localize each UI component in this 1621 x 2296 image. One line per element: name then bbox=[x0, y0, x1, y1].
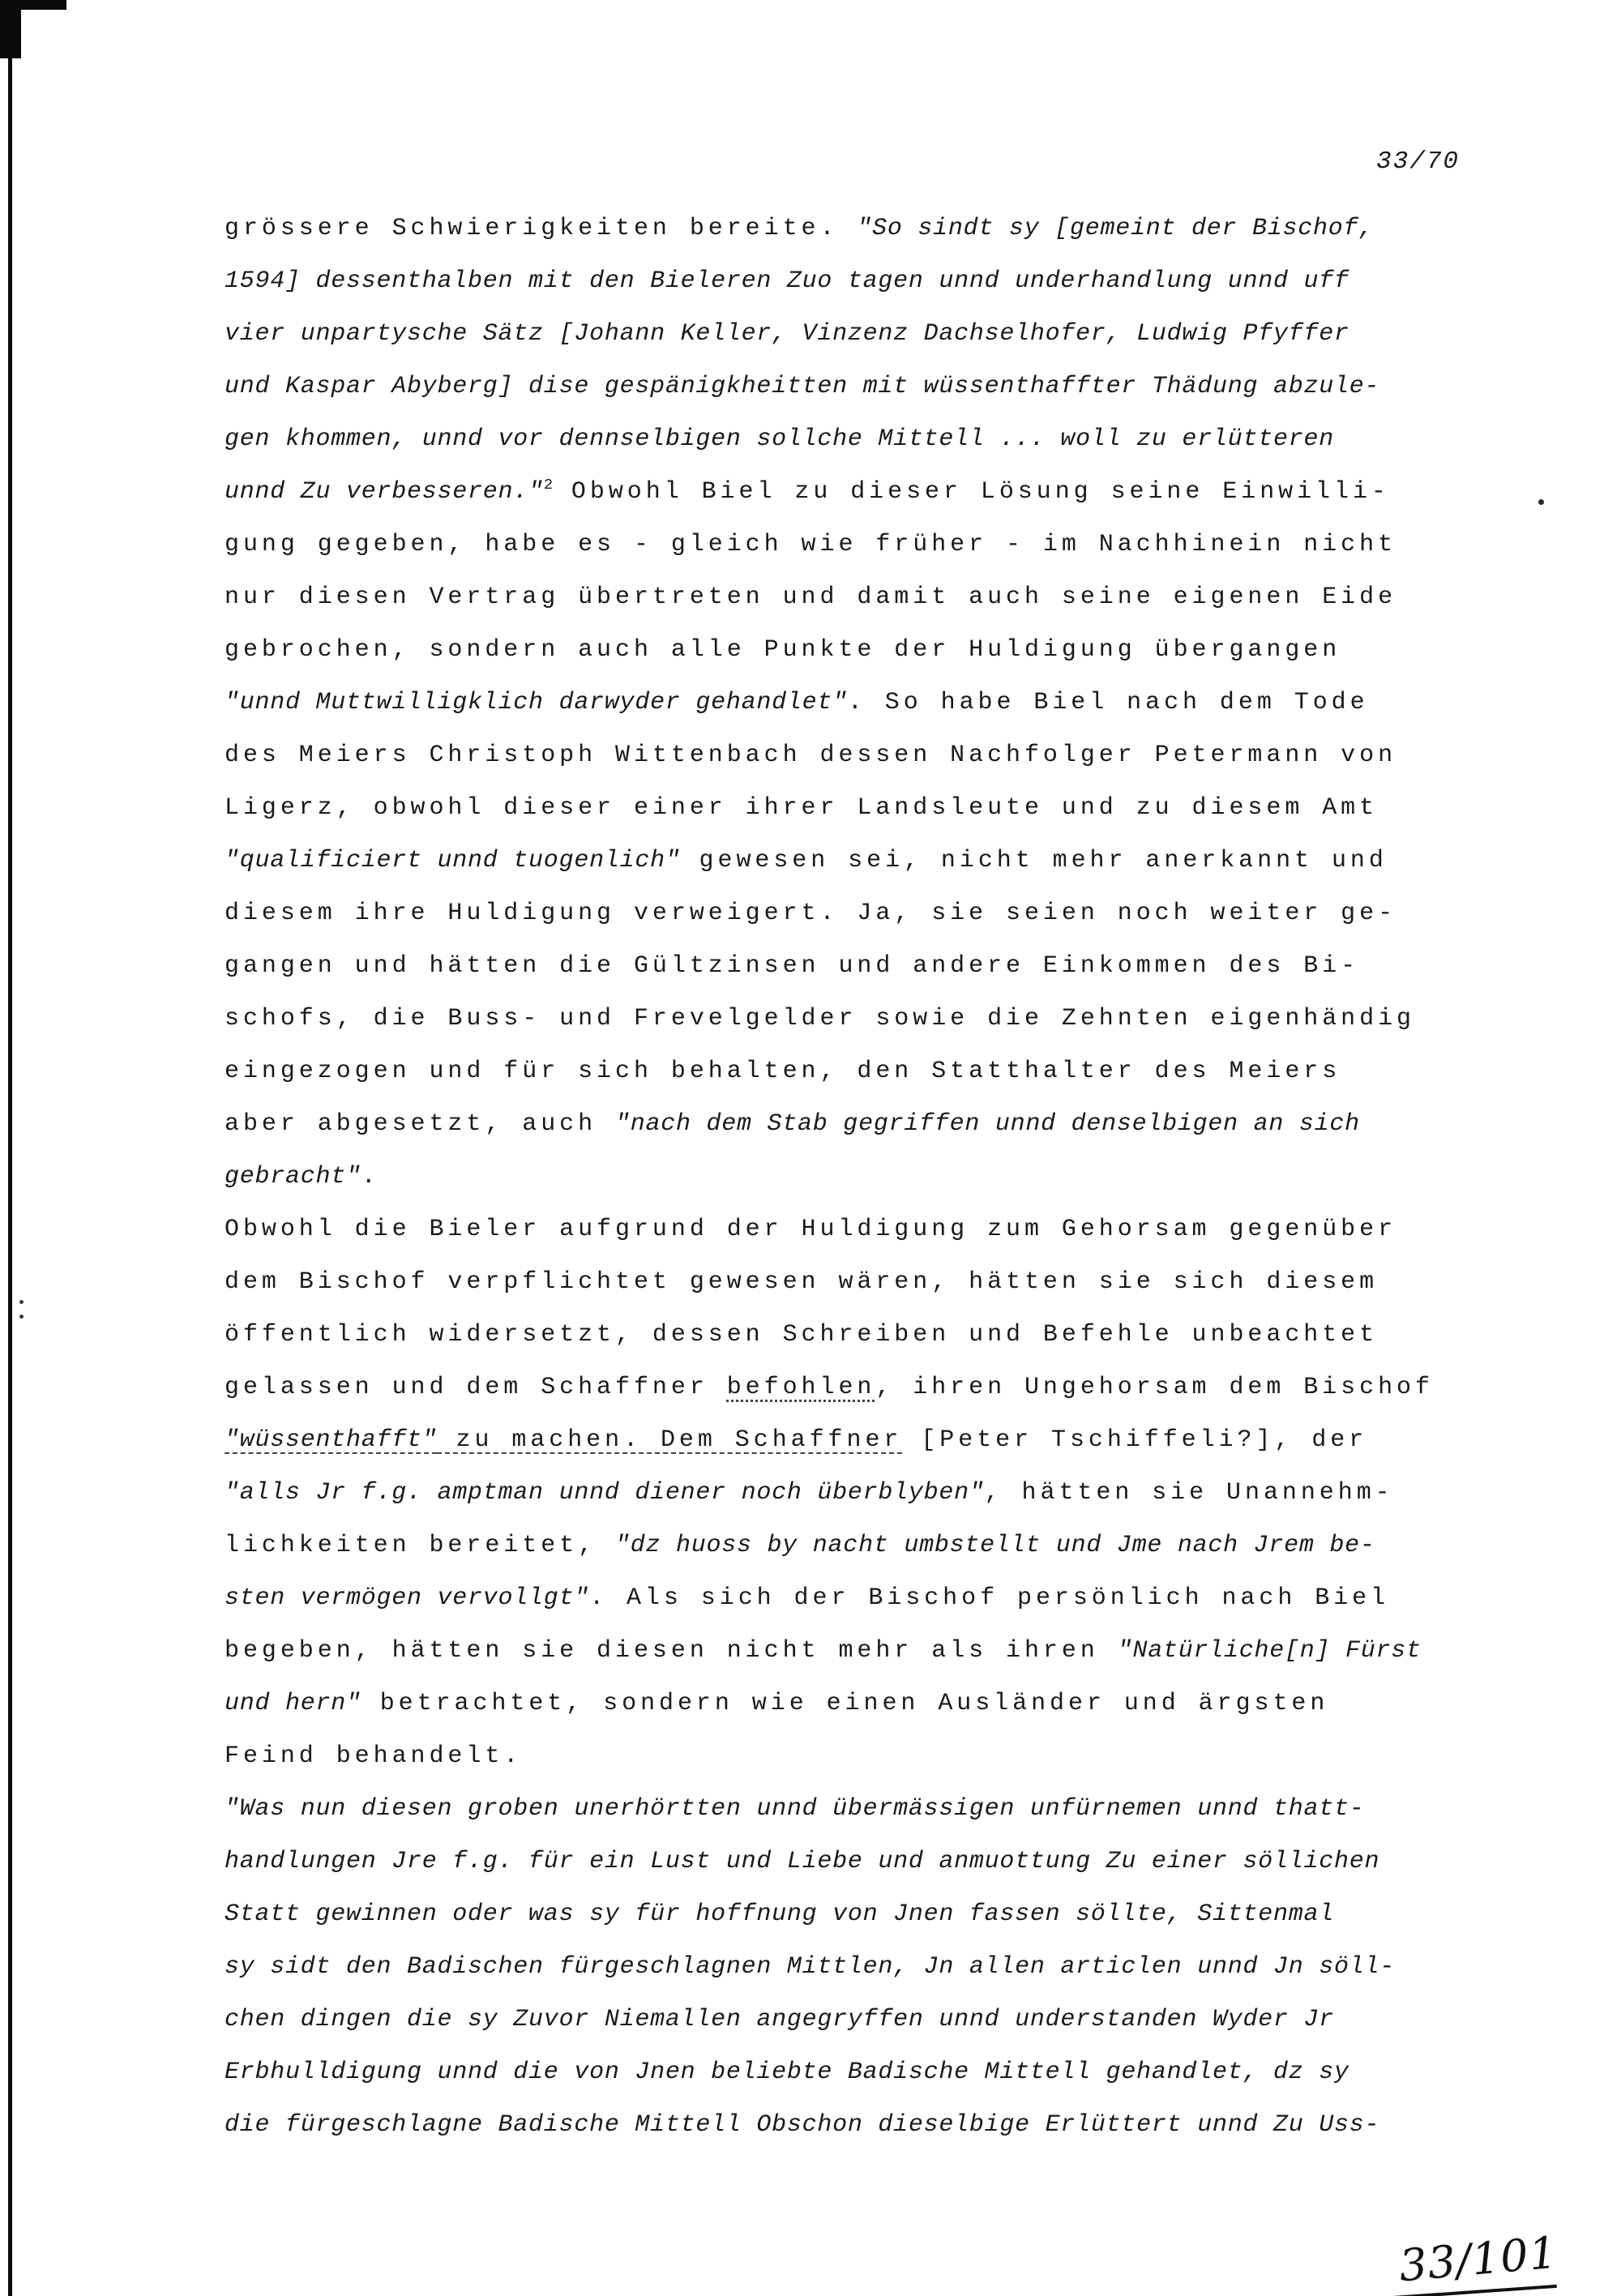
text-segment: , ihren Ungehorsam dem Bischof bbox=[875, 1374, 1434, 1401]
document-line bbox=[225, 993, 1456, 1045]
text-segment: sy sidt den Badischen fürgeschlagnen Mittlen, Jn allen articlen unnd Jn söll- bbox=[225, 1953, 1395, 1981]
text-segment: nur diesen Vertrag übertreten und damit auch seine eigenen Eide bbox=[225, 584, 1397, 611]
document-line bbox=[225, 782, 1456, 835]
text-segment: . Als sich der Bischof persönlich nach Biel bbox=[589, 1584, 1390, 1612]
document-line bbox=[225, 1204, 1456, 1256]
text-segment: dem Bischof verpflichtet gewesen wären, hätten sie sich diesem bbox=[225, 1268, 1379, 1296]
text-segment: öffentlich widersetzt, dessen Schreiben und Befehle unbeachtet bbox=[225, 1321, 1379, 1349]
document-line bbox=[225, 1941, 1456, 1994]
document-line bbox=[225, 519, 1456, 571]
text-segment: gung gegeben, habe es - gleich wie früher - im Nachhinein nicht bbox=[225, 531, 1397, 558]
text-segment: gelassen und dem Schaffner bbox=[225, 1374, 727, 1401]
text-segment: Statt gewinnen oder was sy für hoffnung von Jnen fassen söllte, Sittenmal bbox=[225, 1901, 1334, 1928]
text-segment: "alls Jr f.g. amptman unnd diener noch überblyben" bbox=[225, 1479, 985, 1507]
document-line bbox=[225, 1836, 1456, 1888]
document-line bbox=[225, 1678, 1456, 1730]
document-line bbox=[225, 413, 1456, 466]
text-segment: Feind behandelt. bbox=[225, 1742, 523, 1770]
document-line bbox=[225, 308, 1456, 361]
document-line bbox=[225, 1888, 1456, 1941]
text-segment: befohlen bbox=[726, 1374, 876, 1401]
handwritten-page-number: 33/101 bbox=[1396, 2226, 1560, 2292]
document-line bbox=[225, 1414, 1456, 1467]
text-segment: "Was nun diesen groben unerhörtten unnd übermässigen unfürnemen unnd thatt- bbox=[225, 1795, 1365, 1823]
document-line bbox=[225, 1151, 1456, 1204]
text-segment: gebracht" bbox=[225, 1163, 361, 1191]
text-segment: handlungen Jre f.g. für ein Lust und Liebe und anmuottung Zu einer söllichen bbox=[225, 1848, 1380, 1875]
document-line bbox=[225, 835, 1456, 887]
document-line bbox=[225, 887, 1456, 940]
document-line bbox=[225, 2046, 1456, 2099]
document-line bbox=[225, 203, 1456, 255]
footnote-marker: 2 bbox=[543, 477, 553, 494]
document-line bbox=[225, 1783, 1456, 1836]
text-segment: Erbhulldigung unnd die von Jnen beliebte Badische Mittell gehandlet, dz sy bbox=[225, 2059, 1349, 2086]
text-segment: "So sindt sy [gemeint der Bischof, bbox=[857, 215, 1375, 242]
scan-speck bbox=[19, 1300, 24, 1304]
document-line bbox=[225, 1309, 1456, 1362]
text-segment: grössere Schwierigkeiten bereite. bbox=[225, 215, 858, 242]
document-body bbox=[225, 203, 1456, 2152]
text-segment: gangen und hätten die Gültzinsen und andere Einkommen des Bi- bbox=[225, 952, 1360, 980]
document-line bbox=[225, 677, 1456, 729]
text-segment: Obwohl Biel zu dieser Lösung seine Einwilli- bbox=[552, 478, 1390, 506]
text-segment: . bbox=[361, 1163, 380, 1191]
text-segment: und hern" bbox=[225, 1690, 361, 1717]
text-segment: Obwohl die Bieler aufgrund der Huldigung zum Gehorsam gegenüber bbox=[225, 1216, 1397, 1243]
document-line bbox=[225, 1045, 1456, 1098]
document-line bbox=[225, 624, 1456, 677]
text-segment: vier unpartysche Sätz [Johann Keller, Vinzenz Dachselhofer, Ludwig Pfyffer bbox=[225, 320, 1349, 348]
text-segment: gen khommen, unnd vor dennselbigen sollche Mittell ... woll zu erlütteren bbox=[225, 425, 1334, 453]
document-line bbox=[225, 729, 1456, 782]
text-segment: , hätten sie Unannehm- bbox=[984, 1479, 1394, 1507]
text-segment: [Peter Tschiffeli?], der bbox=[902, 1426, 1368, 1454]
text-segment: . So habe Biel nach dem Tode bbox=[847, 689, 1369, 716]
document-line bbox=[225, 2099, 1456, 2152]
document-line bbox=[225, 1520, 1456, 1572]
text-segment: gewesen sei, nicht mehr anerkannt und bbox=[680, 847, 1388, 874]
text-segment: begeben, hätten sie diesen nicht mehr als ihren bbox=[225, 1637, 1118, 1665]
text-segment: des Meiers Christoph Wittenbach dessen Nachfolger Petermann von bbox=[225, 742, 1397, 769]
text-segment: eingezogen und für sich behalten, den Statthalter des Meiers bbox=[225, 1058, 1341, 1085]
document-line bbox=[225, 571, 1456, 624]
text-segment: schofs, die Buss- und Frevelgelder sowie die Zehnten eigenhändig bbox=[225, 1005, 1415, 1033]
document-line bbox=[225, 361, 1456, 413]
text-segment: und Kaspar Abyberg] dise gespänigkheitten mit wüssenthaffter Thädung abzule- bbox=[225, 373, 1380, 400]
scan-corner-dash bbox=[13, 0, 66, 10]
text-segment: aber abgesetzt, auch bbox=[225, 1110, 616, 1138]
document-line bbox=[225, 1098, 1456, 1151]
document-line bbox=[225, 1730, 1456, 1783]
text-segment: lichkeiten bereitet, bbox=[225, 1532, 616, 1559]
text-segment: Ligerz, obwohl dieser einer ihrer Landsleute und zu diesem Amt bbox=[225, 794, 1379, 822]
text-segment: "qualificiert unnd tuogenlich" bbox=[225, 847, 681, 874]
text-segment: diesem ihre Huldigung verweigert. Ja, sie seien noch weiter ge- bbox=[225, 900, 1397, 927]
document-line bbox=[225, 466, 1456, 519]
text-segment: 1594] dessenthalben mit den Bieleren Zuo tagen unnd underhandlung unnd uff bbox=[225, 267, 1349, 295]
text-segment: unnd Zu verbesseren." bbox=[225, 478, 544, 506]
text-segment: "unnd Muttwilligklich darwyder gehandlet" bbox=[225, 689, 848, 716]
document-line bbox=[225, 1256, 1456, 1309]
document-line bbox=[225, 255, 1456, 308]
text-segment: "wüssenthafft" bbox=[225, 1426, 438, 1454]
text-segment: die fürgeschlagne Badische Mittell Obschon dieselbige Erlüttert unnd Zu Uss- bbox=[225, 2111, 1380, 2139]
document-line bbox=[225, 1994, 1456, 2046]
scan-speck bbox=[1538, 499, 1544, 505]
text-segment: chen dingen die sy Zuvor Niemallen angegryffen unnd understanden Wyder Jr bbox=[225, 2006, 1334, 2033]
document-line bbox=[225, 1362, 1456, 1414]
scan-speck bbox=[19, 1315, 24, 1319]
scan-edge-line bbox=[8, 0, 12, 2296]
text-segment: gebrochen, sondern auch alle Punkte der Huldigung übergangen bbox=[225, 636, 1341, 664]
text-segment: "Natürliche[n] Fürst bbox=[1117, 1637, 1422, 1665]
text-segment: sten vermögen vervollgt" bbox=[225, 1584, 590, 1612]
text-segment: "dz huoss by nacht umbstellt und Jme nach Jrem be- bbox=[615, 1532, 1375, 1559]
document-line bbox=[225, 1572, 1456, 1625]
text-segment: betrachtet, sondern wie einen Ausländer und ärgsten bbox=[361, 1690, 1329, 1717]
page-number: 33/70 bbox=[1376, 148, 1461, 176]
document-line bbox=[225, 1625, 1456, 1678]
text-segment: "nach dem Stab gegriffen unnd denselbigen an sich bbox=[615, 1110, 1360, 1138]
document-line bbox=[225, 1467, 1456, 1520]
document-line bbox=[225, 940, 1456, 993]
text-segment: zu machen. Dem Schaffner bbox=[437, 1426, 903, 1454]
